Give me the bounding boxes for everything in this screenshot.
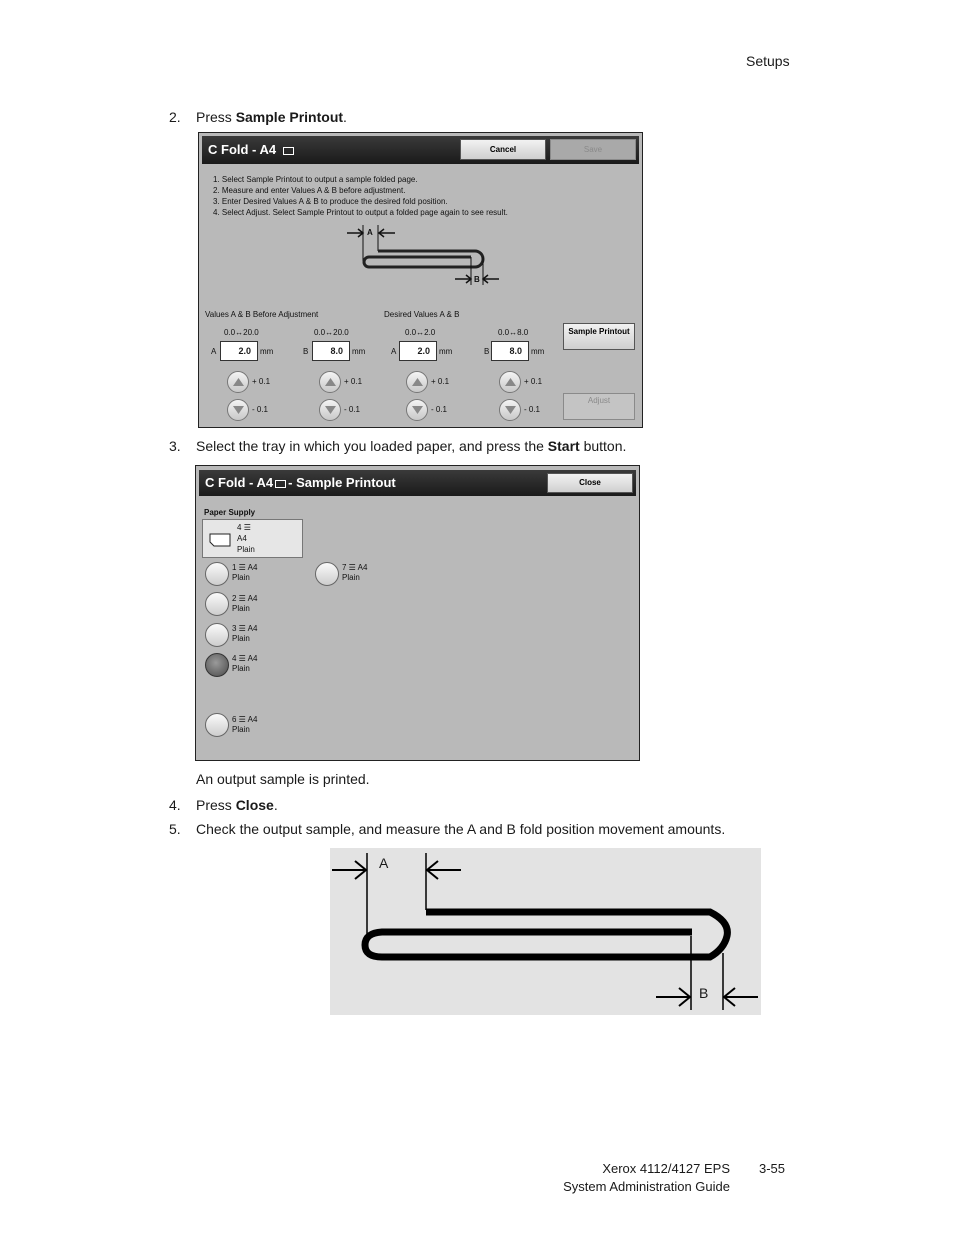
tray-radio-7[interactable]: [315, 562, 339, 586]
paper-supply-label: Paper Supply: [204, 508, 256, 517]
decrement-label: - 0.1: [252, 405, 269, 414]
down-arrow-icon: [233, 406, 244, 414]
down-arrow-icon: [325, 406, 336, 414]
increment-button[interactable]: [406, 371, 428, 393]
field-letter: B: [484, 347, 490, 356]
tray-2-label: 2 ☰ A4 Plain: [232, 594, 258, 613]
diagram-label-a: A: [367, 228, 373, 237]
output-note: An output sample is printed.: [196, 771, 370, 787]
decrement-label: - 0.1: [524, 405, 541, 414]
decrement-button[interactable]: [406, 399, 428, 421]
range-label: 0.0↔8.0: [498, 328, 529, 337]
paper-tray-icon: [208, 530, 232, 548]
paper-orientation-icon: [283, 147, 294, 155]
selected-paper-type: Plain: [237, 545, 255, 554]
fold-diagram-small: [339, 221, 509, 289]
tray-radio-1[interactable]: [205, 562, 229, 586]
decrement-button[interactable]: [499, 399, 521, 421]
tray-1-label: 1 ☰ A4 Plain: [232, 563, 258, 582]
increment-label: + 0.1: [252, 377, 271, 386]
selected-paper-supply: [202, 519, 303, 558]
unit-label: mm: [352, 347, 366, 356]
value-a-before-field[interactable]: 2.0: [220, 341, 258, 361]
footer-page-number: 3-55: [759, 1161, 786, 1176]
paper-orientation-icon: [275, 480, 286, 488]
increment-button[interactable]: [319, 371, 341, 393]
selected-tray-number: 4: [237, 523, 242, 532]
field-letter: A: [391, 347, 397, 356]
decrement-label: - 0.1: [431, 405, 448, 414]
dimension-label-b: B: [699, 985, 709, 1001]
range-label: 0.0↔20.0: [224, 328, 259, 337]
tray-radio-2[interactable]: [205, 592, 229, 616]
increment-label: + 0.1: [344, 377, 363, 386]
step-3-text: Select the tray in which you loaded paper, and press the Start button.: [196, 438, 627, 454]
instruction-line: 3. Enter Desired Values A & B to produce the desired fold position.: [213, 197, 448, 206]
value-a-desired-field[interactable]: 2.0: [399, 341, 437, 361]
footer-product: Xerox 4112/4127 EPS: [602, 1161, 730, 1176]
tray-radio-4[interactable]: [205, 653, 229, 677]
unit-label: mm: [531, 347, 545, 356]
c-fold-adjust-screen: [198, 132, 643, 428]
step-4-text: Press Close.: [196, 797, 278, 813]
decrement-label: - 0.1: [344, 405, 361, 414]
fold-measurement-diagram: [330, 848, 761, 1015]
field-letter: A: [211, 347, 217, 356]
save-button[interactable]: Save: [550, 139, 636, 160]
tray-4-label: 4 ☰ A4 Plain: [232, 654, 258, 673]
range-label: 0.0↔20.0: [314, 328, 349, 337]
fold-diagram-graphic: [330, 848, 761, 1015]
tray-radio-6[interactable]: [205, 713, 229, 737]
instruction-line: 1. Select Sample Printout to output a sample folded page.: [213, 175, 418, 184]
tray-6-label: 6 ☰ A4 Plain: [232, 715, 258, 734]
unit-label: mm: [260, 347, 274, 356]
up-arrow-icon: [325, 378, 336, 386]
selected-paper-size: A4: [237, 534, 247, 543]
range-label: 0.0↔2.0: [405, 328, 436, 337]
tray-7-label: 7 ☰ A4 Plain: [342, 563, 368, 582]
screen-title-suffix: - Sample Printout: [288, 475, 396, 490]
close-button[interactable]: Close: [547, 473, 633, 493]
step-number: 4.: [169, 797, 181, 813]
decrement-button[interactable]: [319, 399, 341, 421]
dimension-label-a: A: [379, 855, 389, 871]
value-b-before-field[interactable]: 8.0: [312, 341, 350, 361]
footer-guide: System Administration Guide: [563, 1179, 730, 1194]
cancel-button[interactable]: Cancel: [460, 139, 546, 160]
down-arrow-icon: [505, 406, 516, 414]
instruction-line: 4. Select Adjust. Select Sample Printout to output a folded page again to see result.: [213, 208, 508, 217]
step-2-text: Press Sample Printout.: [196, 109, 347, 125]
increment-button[interactable]: [227, 371, 249, 393]
sample-printout-screen: [195, 465, 640, 761]
tray-3-label: 3 ☰ A4 Plain: [232, 624, 258, 643]
unit-label: mm: [439, 347, 453, 356]
value-b-desired-field[interactable]: 8.0: [491, 341, 529, 361]
screen-title: C Fold - A4: [208, 142, 277, 157]
up-arrow-icon: [233, 378, 244, 386]
step-number: 3.: [169, 438, 181, 454]
diagram-label-b: B: [474, 275, 480, 284]
tray-radio-3[interactable]: [205, 623, 229, 647]
step-5-text: Check the output sample, and measure the A and B fold position movement amounts.: [196, 821, 726, 837]
instruction-line: 2. Measure and enter Values A & B before adjustment.: [213, 186, 406, 195]
sample-printout-button[interactable]: Sample Printout: [563, 323, 635, 350]
decrement-button[interactable]: [227, 399, 249, 421]
section-header: Setups: [746, 53, 790, 69]
adjust-button[interactable]: Adjust: [563, 393, 635, 420]
increment-button[interactable]: [499, 371, 521, 393]
up-arrow-icon: [412, 378, 423, 386]
step-number: 5.: [169, 821, 181, 837]
tray-stack-icon: ☰: [243, 523, 251, 532]
up-arrow-icon: [505, 378, 516, 386]
screen-title: C Fold - A4: [205, 475, 274, 490]
increment-label: + 0.1: [431, 377, 450, 386]
down-arrow-icon: [412, 406, 423, 414]
increment-label: + 0.1: [524, 377, 543, 386]
desired-values-label: Desired Values A & B: [384, 310, 460, 319]
field-letter: B: [303, 347, 309, 356]
step-number: 2.: [169, 109, 181, 125]
before-adjustment-label: Values A & B Before Adjustment: [205, 310, 319, 319]
